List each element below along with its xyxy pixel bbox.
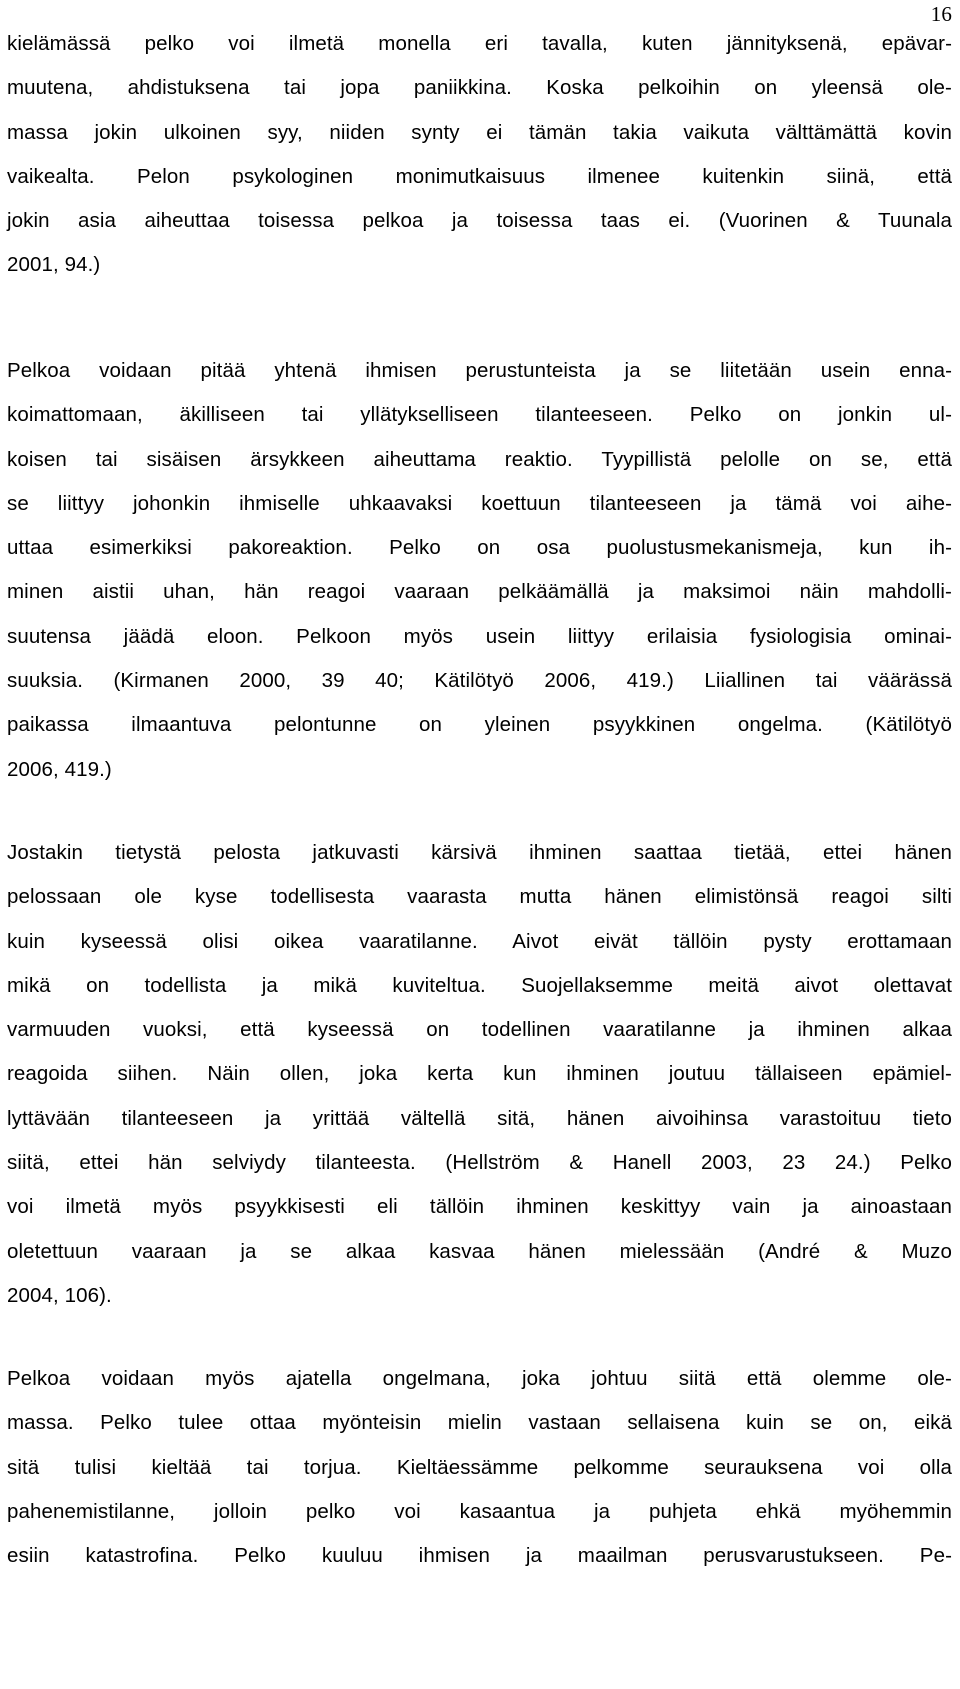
text-line: jokin asia aiheuttaa toisessa pelkoa ja toisessa taas ei. (Vuorinen & Tuunala <box>7 209 952 233</box>
text-line: lyttävään tilanteeseen ja yrittää vältellä sitä, hänen aivoihinsa varastoituu tieto <box>7 1106 952 1130</box>
paragraph-4 <box>7 1357 952 1578</box>
text-line: mikä on todellista ja mikä kuviteltua. Suojellaksemme meitä aivot olettavat <box>7 973 952 997</box>
text-line: koimattomaan, äkilliseen tai yllätykselliseen tilanteeseen. Pelko on jonkin ul- <box>7 403 952 427</box>
text-line: siitä, ettei hän selviydy tilanteesta. (Hellström & Hanell 2003, 23 24.) Pelko <box>7 1151 952 1175</box>
text-line: massa. Pelko tulee ottaa myönteisin mielin vastaan sellaisena kuin se on, eikä <box>7 1411 952 1435</box>
text-line: oletettuun vaaraan ja se alkaa kasvaa hänen mielessään (André & Muzo <box>7 1239 952 1263</box>
text-line: suuksia. (Kirmanen 2000, 39 40; Kätilötyö 2006, 419.) Liiallinen tai väärässä <box>7 669 952 693</box>
text-line: reagoida siihen. Näin ollen, joka kerta kun ihminen joutuu tällaiseen epämiel- <box>7 1062 952 1086</box>
page-number: 16 <box>930 2 952 26</box>
text-line: Pelkoa voidaan pitää yhtenä ihmisen perustunteista ja se liitetään usein enna- <box>7 359 952 382</box>
text-line: esiin katastrofina. Pelko kuuluu ihmisen ja maailman perusvarustukseen. Pe- <box>7 1544 952 1568</box>
text-line: suutensa jäädä eloon. Pelkoon myös usein liittyy erilaisia fysiologisia ominai- <box>7 624 952 648</box>
text-line: varmuuden vuoksi, että kyseessä on todellinen vaaratilanne ja ihminen alkaa <box>7 1018 952 1042</box>
text-line: kuin kyseessä olisi oikea vaaratilanne. Aivot eivät tällöin pysty erottamaan <box>7 929 952 953</box>
text-line: 2006, 419.) <box>7 757 112 781</box>
text-line: massa jokin ulkoinen syy, niiden synty ei tämän takia vaikuta välttämättä kovin <box>7 120 952 144</box>
paragraph-3 <box>7 831 952 1318</box>
text-line: voi ilmetä myös psyykkisesti eli tällöin ihminen keskittyy vain ja ainoastaan <box>7 1195 952 1219</box>
text-line: koisen tai sisäisen ärsykkeen aiheuttama reaktio. Tyypillistä pelolle on se, että <box>7 447 952 471</box>
text-line: sitä tulisi kieltää tai torjua. Kieltäessämme pelkomme seurauksena voi olla <box>7 1455 952 1479</box>
text-line: uttaa esimerkiksi pakoreaktion. Pelko on osa puolustusmekanismeja, kun ih- <box>7 536 952 560</box>
text-line: 2004, 106). <box>7 1283 112 1307</box>
text-line: Jostakin tietystä pelosta jatkuvasti kärsivä ihminen saattaa tietää, ettei hänen <box>7 841 952 864</box>
paragraph-2 <box>7 349 952 792</box>
text-line: muutena, ahdistuksena tai jopa paniikkina. Koska pelkoihin on yleensä ole- <box>7 76 952 100</box>
text-line: pahenemistilanne, jolloin pelko voi kasaantua ja puhjeta ehkä myöhemmin <box>7 1499 952 1523</box>
text-line: Pelkoa voidaan myös ajatella ongelmana, joka johtuu siitä että olemme ole- <box>7 1367 952 1390</box>
paragraph-1 <box>7 22 952 288</box>
text-line: se liittyy johonkin ihmiselle uhkaavaksi koettuun tilanteeseen ja tämä voi aihe- <box>7 491 952 515</box>
text-line: pelossaan ole kyse todellisesta vaarasta mutta hänen elimistönsä reagoi silti <box>7 885 952 909</box>
text-line: minen aistii uhan, hän reagoi vaaraan pelkäämällä ja maksimoi näin mahdolli- <box>7 580 952 604</box>
text-line: kielämässä pelko voi ilmetä monella eri tavalla, kuten jännityksenä, epävar- <box>7 32 952 55</box>
text-line: vaikealta. Pelon psykologinen monimutkaisuus ilmenee kuitenkin siinä, että <box>7 164 952 188</box>
text-line: 2001, 94.) <box>7 253 101 277</box>
text-line: paikassa ilmaantuva pelontunne on yleinen psyykkinen ongelma. (Kätilötyö <box>7 713 952 737</box>
